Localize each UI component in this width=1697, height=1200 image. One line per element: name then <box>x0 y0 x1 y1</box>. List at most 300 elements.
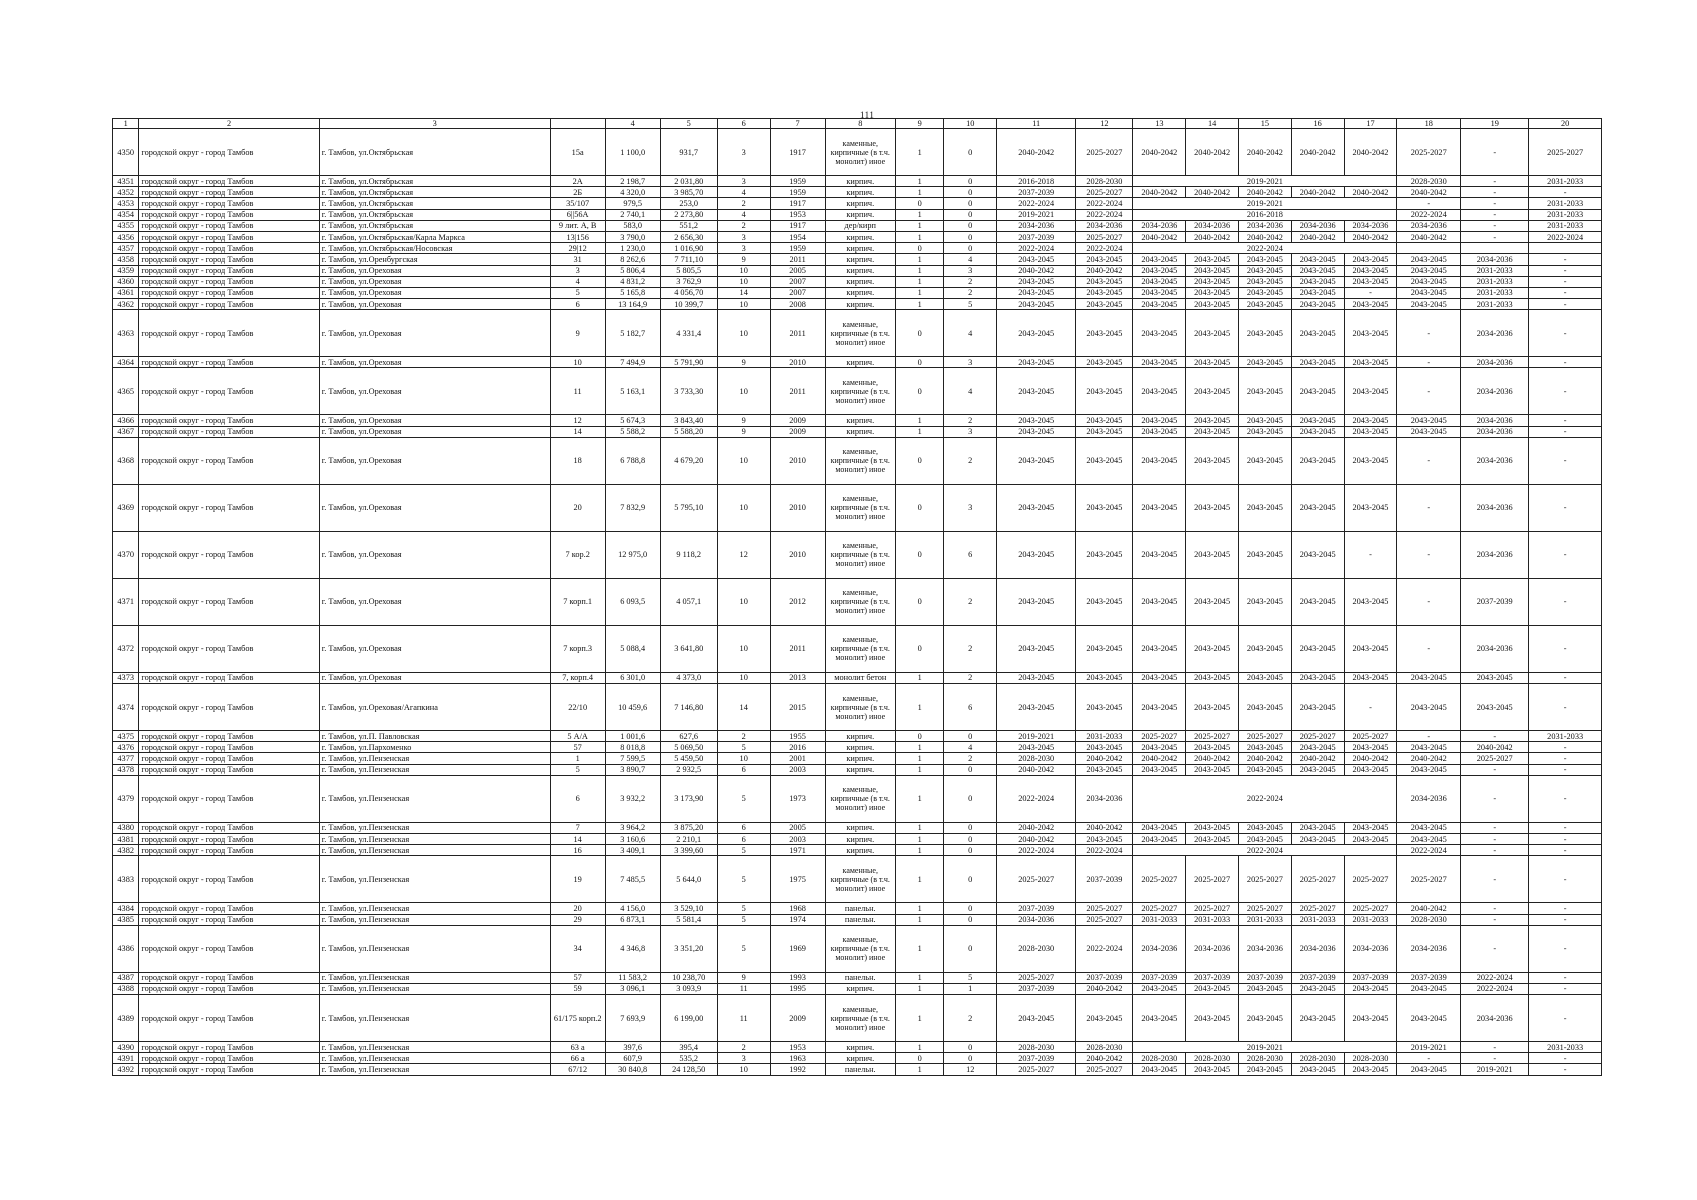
table-cell: 67/12 <box>550 1064 605 1075</box>
table-cell: 2034-2036 <box>1461 254 1529 265</box>
table-cell: 2043-2045 <box>1133 287 1186 298</box>
table-cell: кирпич. <box>825 265 895 276</box>
table-cell: - <box>1461 176 1529 187</box>
table-cell: 3 <box>944 265 997 276</box>
table-cell: 3 <box>944 484 997 531</box>
table-cell: кирпич. <box>825 822 895 833</box>
table-row <box>113 357 1602 368</box>
table-cell: 2034-2036 <box>1461 437 1529 484</box>
table-cell: 2031-2033 <box>1461 265 1529 276</box>
table-cell: 13 164,9 <box>605 299 660 310</box>
table-cell: 2043-2045 <box>997 742 1076 753</box>
table-cell: городской округ - город Тамбов <box>139 684 319 731</box>
table-cell: 66 а <box>550 1053 605 1064</box>
table-cell: 2043-2045 <box>997 484 1076 531</box>
table-cell: 2025-2027 <box>1291 731 1344 742</box>
table-cell: 0 <box>895 484 943 531</box>
table-cell: 2043-2045 <box>1133 310 1186 357</box>
table-cell: г. Тамбов, ул.Пензенская <box>319 983 550 994</box>
table-cell: каменные, кирпичные (в т.ч. монолит) иное <box>825 856 895 903</box>
table-cell: 2043-2045 <box>1239 672 1292 683</box>
table-cell: - <box>1344 684 1397 731</box>
table-cell: 3 762,9 <box>660 276 717 287</box>
table-cell: 2043-2045 <box>1186 822 1239 833</box>
table-cell: 2028-2030 <box>1239 1053 1292 1064</box>
table-cell: 2 <box>944 995 997 1042</box>
table-cell: городской округ - город Тамбов <box>139 742 319 753</box>
table-cell: 2040-2042 <box>997 129 1076 176</box>
table-cell: 2016-2018 <box>997 176 1076 187</box>
table-cell: 5 <box>717 845 770 856</box>
table-cell: 2 <box>717 198 770 209</box>
table-cell: 5 <box>944 299 997 310</box>
table-row <box>113 1042 1602 1053</box>
table-cell: городской округ - город Тамбов <box>139 1053 319 1064</box>
table-cell: 2010 <box>770 437 825 484</box>
table-row <box>113 254 1602 265</box>
table-row <box>113 265 1602 276</box>
table-cell: каменные, кирпичные (в т.ч. монолит) иное <box>825 310 895 357</box>
table-cell: 2031-2033 <box>1461 287 1529 298</box>
table-cell: 6 <box>944 684 997 731</box>
table-row <box>113 833 1602 844</box>
table-cell: 59 <box>550 983 605 994</box>
table-cell: г. Тамбов, ул.Пензенская <box>319 753 550 764</box>
table-cell: - <box>1529 1053 1602 1064</box>
table-cell: 10 <box>717 1064 770 1075</box>
table-cell: 4374 <box>113 684 139 731</box>
table-cell: 2013 <box>770 672 825 683</box>
table-cell: 3 <box>944 357 997 368</box>
table-cell: 5 182,7 <box>605 310 660 357</box>
table-cell: 5 <box>717 775 770 822</box>
table-row <box>113 243 1602 254</box>
table-cell: 2034-2036 <box>1461 415 1529 426</box>
table-cell: городской округ - город Тамбов <box>139 983 319 994</box>
table-cell: 4 056,70 <box>660 287 717 298</box>
table-cell: 6 301,0 <box>605 672 660 683</box>
table-cell: 2034-2036 <box>1397 220 1461 231</box>
table-row <box>113 276 1602 287</box>
table-cell: 63 а <box>550 1042 605 1053</box>
table-cell: 5 <box>944 972 997 983</box>
table-cell: г. Тамбов, ул.Ореховая <box>319 276 550 287</box>
table-cell: 9 <box>717 254 770 265</box>
table-cell: 4 373,0 <box>660 672 717 683</box>
table-cell: - <box>1461 822 1529 833</box>
table-cell: 4 156,0 <box>605 903 660 914</box>
table-cell: 2037-2039 <box>997 1053 1076 1064</box>
table-cell: г. Тамбов, ул.Пензенская <box>319 925 550 972</box>
table-cell: 5 А/А <box>550 731 605 742</box>
table-cell: 2043-2045 <box>1344 1064 1397 1075</box>
table-cell: 2040-2042 <box>1461 742 1529 753</box>
table-cell: каменные, кирпичные (в т.ч. монолит) иное <box>825 531 895 578</box>
table-cell: 2034-2036 <box>1397 925 1461 972</box>
table-row <box>113 1053 1602 1064</box>
table-cell: 0 <box>944 1042 997 1053</box>
table-cell: 0 <box>944 209 997 220</box>
table-cell: 2040-2042 <box>1291 753 1344 764</box>
table-cell: 2040-2042 <box>997 833 1076 844</box>
table-cell: - <box>1397 437 1461 484</box>
table-cell: 2003 <box>770 764 825 775</box>
table-cell: 2040-2042 <box>1133 231 1186 242</box>
table-cell: 2043-2045 <box>1076 426 1133 437</box>
table-cell: 2043-2045 <box>1186 368 1239 415</box>
table-cell: 2022-2024 <box>1461 983 1529 994</box>
table-cell: 5 805,5 <box>660 265 717 276</box>
table-row <box>113 764 1602 775</box>
table-cell: 2016 <box>770 742 825 753</box>
table-cell: 2008 <box>770 299 825 310</box>
table-cell: 2028-2030 <box>1076 176 1133 187</box>
table-cell: 2043-2045 <box>1239 287 1292 298</box>
table-cell: 2040-2042 <box>997 265 1076 276</box>
table-cell: г. Тамбов, ул.Ореховая <box>319 265 550 276</box>
table-cell: 2037-2039 <box>1291 972 1344 983</box>
table-cell: городской округ - город Тамбов <box>139 995 319 1042</box>
table-cell: 2022-2024 <box>997 198 1076 209</box>
table-cell: 2043-2045 <box>997 684 1076 731</box>
table-cell: 2043-2045 <box>1291 983 1344 994</box>
table-cell: 8 262,6 <box>605 254 660 265</box>
table-cell: 5 <box>550 287 605 298</box>
table-cell: 5 <box>717 742 770 753</box>
table-row <box>113 972 1602 983</box>
table-cell: 2043-2045 <box>1239 822 1292 833</box>
table-cell: кирпич. <box>825 983 895 994</box>
table-cell: - <box>1461 187 1529 198</box>
table-cell: г. Тамбов, ул.Пензенская <box>319 775 550 822</box>
table-cell: 4361 <box>113 287 139 298</box>
table-cell: 4371 <box>113 578 139 625</box>
table-row <box>113 856 1602 903</box>
table-cell: 10 <box>717 368 770 415</box>
table-cell: каменные, кирпичные (в т.ч. монолит) иное <box>825 484 895 531</box>
table-cell: 2043-2045 <box>1076 684 1133 731</box>
table-cell: 2043-2045 <box>997 310 1076 357</box>
table-cell: 2043-2045 <box>1186 995 1239 1042</box>
table-cell: 2043-2045 <box>1397 833 1461 844</box>
table-cell: 0 <box>895 578 943 625</box>
table-cell: 2043-2045 <box>1076 742 1133 753</box>
table-cell: - <box>1529 672 1602 683</box>
table-cell: 4383 <box>113 856 139 903</box>
table-cell: 5 <box>717 903 770 914</box>
table-cell: 2040-2042 <box>1291 129 1344 176</box>
table-cell: 2043-2045 <box>1133 426 1186 437</box>
table-cell: 2043-2045 <box>1239 531 1292 578</box>
table-cell: 5 581,4 <box>660 914 717 925</box>
table-cell: каменные, кирпичные (в т.ч. монолит) иное <box>825 578 895 625</box>
table-cell: городской округ - город Тамбов <box>139 426 319 437</box>
table-cell: 2034-2036 <box>1239 220 1292 231</box>
table-cell: 5 795,10 <box>660 484 717 531</box>
table-cell: - <box>1529 531 1602 578</box>
table-cell: 2022-2024 <box>1076 209 1133 220</box>
table-cell: 931,7 <box>660 129 717 176</box>
table-cell: 2022-2024 <box>997 845 1076 856</box>
table-cell: 6 873,1 <box>605 914 660 925</box>
table-cell: 2034-2036 <box>1239 925 1292 972</box>
table-cell: 4 <box>944 254 997 265</box>
table-cell: 2043-2045 <box>1344 310 1397 357</box>
table-cell: 1 016,90 <box>660 243 717 254</box>
table-cell: 2043-2045 <box>1076 287 1133 298</box>
table-cell: 2034-2036 <box>1076 220 1133 231</box>
table-cell: 2043-2045 <box>1344 299 1397 310</box>
table-cell: 2043-2045 <box>997 672 1076 683</box>
table-cell: - <box>1461 731 1529 742</box>
table-cell: 2037-2039 <box>997 231 1076 242</box>
table-cell: 2043-2045 <box>1344 484 1397 531</box>
table-cell: 4389 <box>113 995 139 1042</box>
table-cell: 2043-2045 <box>1291 310 1344 357</box>
table-cell: - <box>1461 198 1529 209</box>
table-cell: 4 <box>944 310 997 357</box>
table-cell: 2025-2027 <box>1529 129 1602 176</box>
table-cell: 3 351,20 <box>660 925 717 972</box>
table-cell: 1959 <box>770 176 825 187</box>
table-cell: 7 494,9 <box>605 357 660 368</box>
table-cell: 2031-2033 <box>1529 1042 1602 1053</box>
table-cell: 2 <box>944 672 997 683</box>
table-cell: - <box>1397 357 1461 368</box>
table-cell: 2037-2039 <box>997 983 1076 994</box>
table-cell: 2040-2042 <box>1397 903 1461 914</box>
table-cell: 2034-2036 <box>1291 220 1344 231</box>
table-cell: - <box>1397 310 1461 357</box>
table-cell: 2040-2042 <box>1133 129 1186 176</box>
table-cell: 2022-2024 <box>1397 845 1461 856</box>
table-cell: 2043-2045 <box>1133 265 1186 276</box>
table-cell: 2040-2042 <box>1344 231 1397 242</box>
table-cell: 5 791,90 <box>660 357 717 368</box>
table-cell: 2 198,7 <box>605 176 660 187</box>
table-cell: 4350 <box>113 129 139 176</box>
table-cell: 2031-2033 <box>1461 276 1529 287</box>
table-cell: кирпич. <box>825 299 895 310</box>
table-cell: 2022-2024 <box>1076 243 1133 254</box>
table-cell: 2025-2027 <box>1076 914 1133 925</box>
table-cell <box>1529 243 1602 254</box>
table-cell: - <box>1397 731 1461 742</box>
table-cell: 31 <box>550 254 605 265</box>
table-cell: 2043-2045 <box>1344 764 1397 775</box>
table-cell: 12 975,0 <box>605 531 660 578</box>
table-cell: 2043-2045 <box>1397 287 1461 298</box>
table-cell: 2025-2027 <box>997 972 1076 983</box>
table-cell: 2А <box>550 176 605 187</box>
table-cell: 2043-2045 <box>1239 578 1292 625</box>
table-cell: 2025-2027 <box>1076 1064 1133 1075</box>
table-cell: 7 корп.1 <box>550 578 605 625</box>
table-cell: 7 711,10 <box>660 254 717 265</box>
table-cell: 2043-2045 <box>1186 531 1239 578</box>
table-cell: 1 <box>895 265 943 276</box>
table-cell: 10 238,70 <box>660 972 717 983</box>
table-cell: 2043-2045 <box>997 299 1076 310</box>
table-row <box>113 1064 1602 1075</box>
table-cell: 4380 <box>113 822 139 833</box>
table-cell: кирпич. <box>825 276 895 287</box>
table-cell: 2034-2036 <box>1461 484 1529 531</box>
table-cell: 14 <box>550 833 605 844</box>
table-cell: 8 018,8 <box>605 742 660 753</box>
table-cell: 2034-2036 <box>1186 220 1239 231</box>
table-cell: 14 <box>717 287 770 298</box>
table-row <box>113 531 1602 578</box>
table-cell: 2043-2045 <box>1291 265 1344 276</box>
table-cell: 2 <box>944 753 997 764</box>
table-cell: 2025-2027 <box>1076 129 1133 176</box>
table-cell: 1 <box>895 972 943 983</box>
table-cell: 4355 <box>113 220 139 231</box>
table-cell: г. Тамбов, ул.Ореховая <box>319 437 550 484</box>
table-cell: 2043-2045 <box>1186 684 1239 731</box>
table-cell: 2043-2045 <box>1291 276 1344 287</box>
table-cell: 11 <box>717 983 770 994</box>
table-cell: - <box>1529 265 1602 276</box>
table-cell: 7 кор.2 <box>550 531 605 578</box>
table-cell: кирпич. <box>825 833 895 844</box>
table-cell: 2031-2033 <box>1186 914 1239 925</box>
table-cell: 2025-2027 <box>1186 856 1239 903</box>
table-cell: 10 459,6 <box>605 684 660 731</box>
table-cell: 57 <box>550 742 605 753</box>
table-row <box>113 775 1602 822</box>
table-cell: 2 <box>717 1042 770 1053</box>
table-cell: 2043-2045 <box>1186 276 1239 287</box>
table-cell: 2043-2045 <box>1344 426 1397 437</box>
table-cell: - <box>1397 578 1461 625</box>
table-row <box>113 625 1602 672</box>
table-cell: - <box>1529 833 1602 844</box>
table-cell: 10 399,7 <box>660 299 717 310</box>
table-cell: 2043-2045 <box>1186 1064 1239 1075</box>
table-cell: 2043-2045 <box>1461 684 1529 731</box>
table-cell: 2 <box>944 578 997 625</box>
table-row <box>113 484 1602 531</box>
table-cell: 2025-2027 <box>1344 903 1397 914</box>
table-cell: 2007 <box>770 287 825 298</box>
table-cell: 2 031,80 <box>660 176 717 187</box>
table-cell: - <box>1397 531 1461 578</box>
table-cell: 10 <box>717 672 770 683</box>
table-cell: - <box>1397 1053 1461 1064</box>
table-cell: кирпич. <box>825 1042 895 1053</box>
table-cell: г. Тамбов, ул.Пархоменко <box>319 742 550 753</box>
table-cell: 2043-2045 <box>1461 672 1529 683</box>
table-cell: 9 <box>717 357 770 368</box>
table-row <box>113 684 1602 731</box>
table-cell: 2043-2045 <box>1133 415 1186 426</box>
table-cell: 2016-2018 <box>1133 209 1397 220</box>
table-cell: кирпич. <box>825 357 895 368</box>
table-cell: 2043-2045 <box>1133 822 1186 833</box>
table-cell: 10 <box>717 276 770 287</box>
table-cell: - <box>1529 972 1602 983</box>
table-cell: 2034-2036 <box>1133 220 1186 231</box>
table-cell: 0 <box>895 731 943 742</box>
table-cell: 2034-2036 <box>1461 531 1529 578</box>
table-cell: 13|156 <box>550 231 605 242</box>
table-cell: 2025-2027 <box>1133 856 1186 903</box>
table-cell: 3 <box>944 426 997 437</box>
table-cell: городской округ - город Тамбов <box>139 231 319 242</box>
table-cell: 14 <box>717 684 770 731</box>
table-cell: 2043-2045 <box>1344 625 1397 672</box>
table-cell: - <box>1461 833 1529 844</box>
table-cell: г. Тамбов, ул.Октябрьская/Карла Маркса <box>319 231 550 242</box>
table-cell: городской округ - город Тамбов <box>139 254 319 265</box>
table-cell: 1 100,0 <box>605 129 660 176</box>
table-cell: - <box>1461 845 1529 856</box>
table-cell: 1 <box>895 914 943 925</box>
table-cell: - <box>1529 775 1602 822</box>
table-cell: 61/175 корп.2 <box>550 995 605 1042</box>
table-cell: кирпич. <box>825 731 895 742</box>
table-cell: 2043-2045 <box>1291 1064 1344 1075</box>
table-cell: 7, корп.4 <box>550 672 605 683</box>
table-cell: 4365 <box>113 368 139 415</box>
table-cell: г. Тамбов, ул.Ореховая <box>319 415 550 426</box>
table-cell: городской округ - город Тамбов <box>139 357 319 368</box>
table-cell: 2043-2045 <box>1291 437 1344 484</box>
table-row <box>113 209 1602 220</box>
table-cell: 2022-2024 <box>1529 231 1602 242</box>
table-cell: панельн. <box>825 914 895 925</box>
table-cell: - <box>1529 684 1602 731</box>
table-cell: 2 <box>717 731 770 742</box>
table-cell: 4388 <box>113 983 139 994</box>
table-cell: 4 320,0 <box>605 187 660 198</box>
table-cell: 1953 <box>770 1042 825 1053</box>
table-cell: 2040-2042 <box>1291 187 1344 198</box>
table-cell: 2043-2045 <box>1344 254 1397 265</box>
table-cell: 2009 <box>770 995 825 1042</box>
housing-repair-schedule-table <box>112 118 1602 1076</box>
table-cell: 1 <box>895 276 943 287</box>
table-cell: 2043-2045 <box>997 357 1076 368</box>
table-cell: г. Тамбов, ул.П. Павловская <box>319 731 550 742</box>
column-header: 7 <box>770 119 825 129</box>
table-cell: - <box>1461 209 1529 220</box>
table-cell: - <box>1529 437 1602 484</box>
table-cell: 2040-2042 <box>1239 753 1292 764</box>
table-row <box>113 415 1602 426</box>
table-cell: 2022-2024 <box>1133 775 1397 822</box>
table-cell: 19 <box>550 856 605 903</box>
table-cell: 2040-2042 <box>1186 129 1239 176</box>
table-cell: 2019-2021 <box>1397 1042 1461 1053</box>
table-cell: 5 806,4 <box>605 265 660 276</box>
table-cell: 2043-2045 <box>997 368 1076 415</box>
table-cell: 34 <box>550 925 605 972</box>
table-cell: городской округ - город Тамбов <box>139 187 319 198</box>
table-cell: 11 <box>717 995 770 1042</box>
table-cell: 0 <box>944 129 997 176</box>
table-cell: 1959 <box>770 187 825 198</box>
table-cell: 2040-2042 <box>1344 187 1397 198</box>
table-row <box>113 845 1602 856</box>
table-cell: 0 <box>895 310 943 357</box>
table-cell: 2043-2045 <box>1291 833 1344 844</box>
table-cell: 2040-2042 <box>1344 753 1397 764</box>
table-cell: кирпич. <box>825 845 895 856</box>
table-cell: 1995 <box>770 983 825 994</box>
